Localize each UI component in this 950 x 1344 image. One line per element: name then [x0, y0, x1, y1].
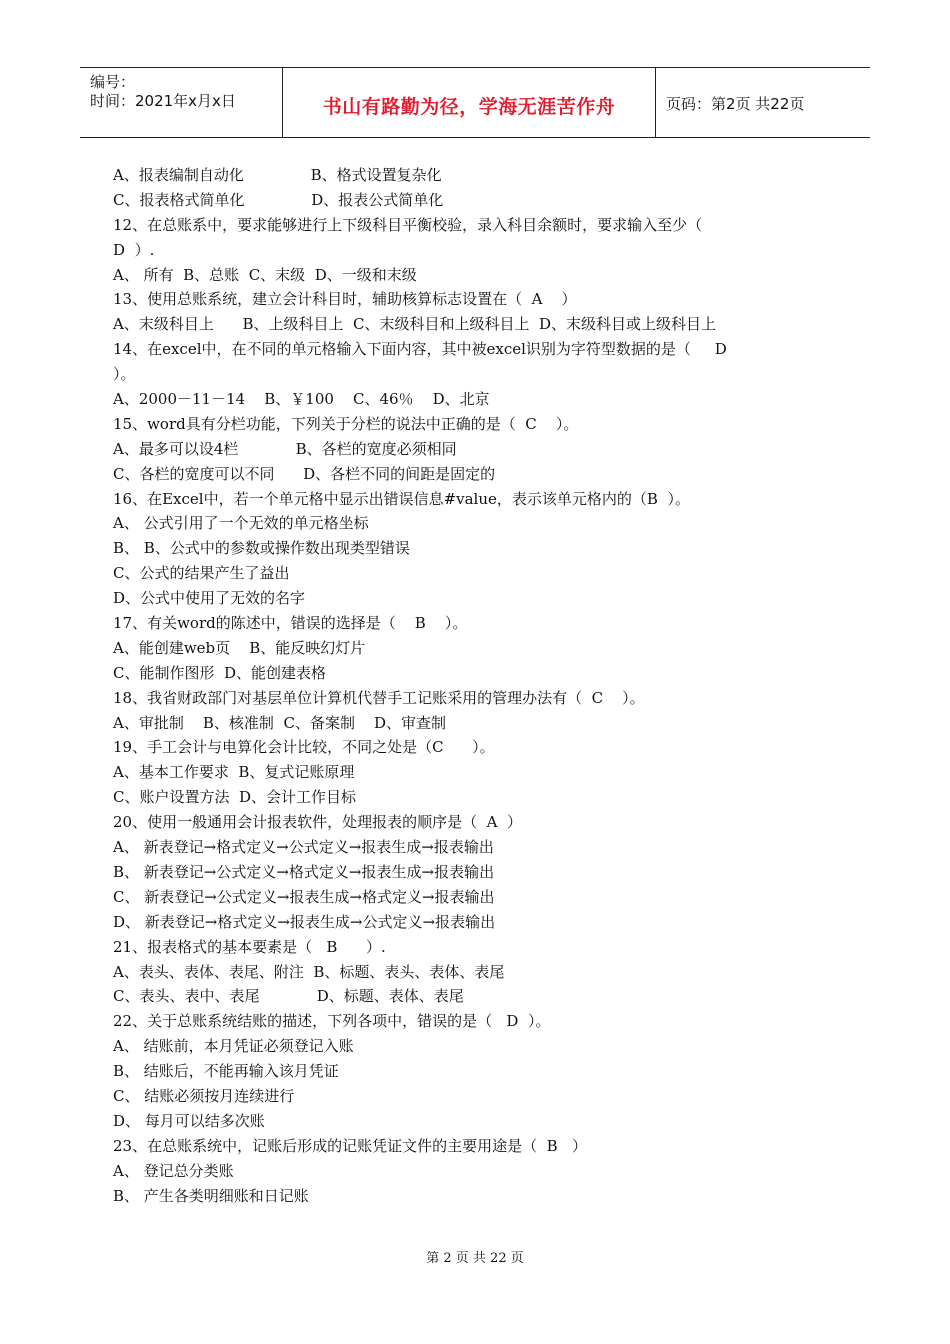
- text-line: C、报表格式简单化 D、报表公式简单化: [113, 190, 444, 209]
- text-line: A、 结账前，本月凭证必须登记入账: [113, 1037, 354, 1056]
- document-body: [113, 163, 813, 1208]
- text-line: C、 结账必须按月连续进行: [113, 1086, 295, 1105]
- header-page-number: 页码：第2页 共22页: [666, 95, 805, 113]
- text-line: A、末级科目上 B、上级科目上 C、末级科目和上级科目上 D、末级科目或上级科目上: [113, 315, 717, 334]
- text-line: 19、手工会计与电算化会计比较，不同之处是（C ）。: [113, 738, 495, 757]
- text-line: 20、使用一般通用会计报表软件，处理报表的顺序是（ A ）: [113, 813, 522, 832]
- text-line: D、 新表登记→格式定义→报表生成→公式定义→报表输出: [113, 912, 496, 931]
- text-line: 14、在excel中，在不同的单元格输入下面内容，其中被excel识别为字符型数据的是（ D: [113, 340, 727, 359]
- text-line: A、2000－11－14 B、￥100 C、46％ D、北京: [113, 390, 490, 409]
- text-line: A、基本工作要求 B、复式记账原理: [113, 763, 355, 782]
- page-footer: 第 2 页 共 22 页: [426, 1251, 524, 1266]
- page-header: [80, 67, 870, 138]
- text-line: 18、我省财政部门对基层单位计算机代替手工记账采用的管理办法有（ C ）。: [113, 688, 645, 707]
- text-line: C、账户设置方法 D、会计工作目标: [113, 788, 357, 807]
- text-line: 17、有关word的陈述中，错误的选择是（ B ）。: [113, 614, 468, 633]
- text-line: ）。: [113, 365, 136, 384]
- header-motto-cell: [283, 68, 656, 137]
- text-line: B、 产生各类明细账和日记账: [113, 1186, 309, 1205]
- text-line: A、审批制 B、核准制 C、备案制 D、审查制: [113, 713, 447, 732]
- document-number-label: 编号：: [90, 73, 136, 91]
- text-line: C、公式的结果产生了益出: [113, 564, 290, 583]
- text-line: A、报表编制自动化 B、格式设置复杂化: [113, 166, 442, 184]
- text-line: 23、在总账系统中，记账后形成的记账凭证文件的主要用途是（ B ）: [113, 1136, 587, 1155]
- text-line: A、 登记总分类账: [113, 1161, 234, 1180]
- text-line: D、公式中使用了无效的名字: [113, 589, 306, 608]
- text-line: A、最多可以设4栏 B、各栏的宽度必须相同: [113, 439, 457, 458]
- text-line: C、表头、表中、表尾 D、标题、表体、表尾: [113, 987, 464, 1006]
- text-line: B、 新表登记→公式定义→格式定义→报表生成→报表输出: [113, 862, 495, 881]
- text-line: D ）.: [113, 240, 155, 259]
- text-line: 12、在总账系中，要求能够进行上下级科目平衡校验，录入科目余额时，要求输入至少（: [113, 215, 703, 234]
- text-line: C、 新表登记→公式定义→报表生成→格式定义→报表输出: [113, 887, 495, 906]
- text-line: A、 新表登记→格式定义→公式定义→报表生成→报表输出: [113, 838, 494, 857]
- text-line: C、能制作图形 D、能创建表格: [113, 663, 327, 682]
- text-line: B、 结账后，不能再输入该月凭证: [113, 1062, 339, 1081]
- document-time-label: 时间：2021年x月x日: [90, 92, 236, 110]
- text-line: B、 B、公式中的参数或操作数出现类型错误: [113, 539, 410, 558]
- text-line: 22、关于总账系统结账的描述，下列各项中，错误的是（ D ）。: [113, 1012, 551, 1031]
- text-line: 13、使用总账系统，建立会计科目时，辅助核算标志设置在（ A ）: [113, 290, 577, 309]
- header-page-cell: [656, 68, 870, 137]
- header-info-cell: [80, 68, 283, 137]
- text-line: D、 每月可以结多次账: [113, 1111, 265, 1130]
- header-motto: 书山有路勤为径，学海无涯苦作舟: [322, 96, 616, 118]
- text-line: A、能创建web页 B、能反映幻灯片: [113, 638, 366, 657]
- text-line: A、表头、表体、表尾、附注 B、标题、表头、表体、表尾: [113, 962, 505, 981]
- text-line: C、各栏的宽度可以不同 D、各栏不同的间距是固定的: [113, 464, 496, 483]
- text-line: 15、word具有分栏功能，下列关于分栏的说法中正确的是（ C ）。: [113, 414, 579, 433]
- text-line: A、 公式引用了一个无效的单元格坐标: [113, 514, 369, 533]
- text-line: A、 所有 B、总账 C、末级 D、一级和末级: [113, 265, 417, 284]
- text-line: 16、在Excel中，若一个单元格中显示出错误信息#value，表示该单元格内的（B ）。: [113, 489, 690, 508]
- text-line: 21、报表格式的基本要素是（ B ）.: [113, 937, 386, 956]
